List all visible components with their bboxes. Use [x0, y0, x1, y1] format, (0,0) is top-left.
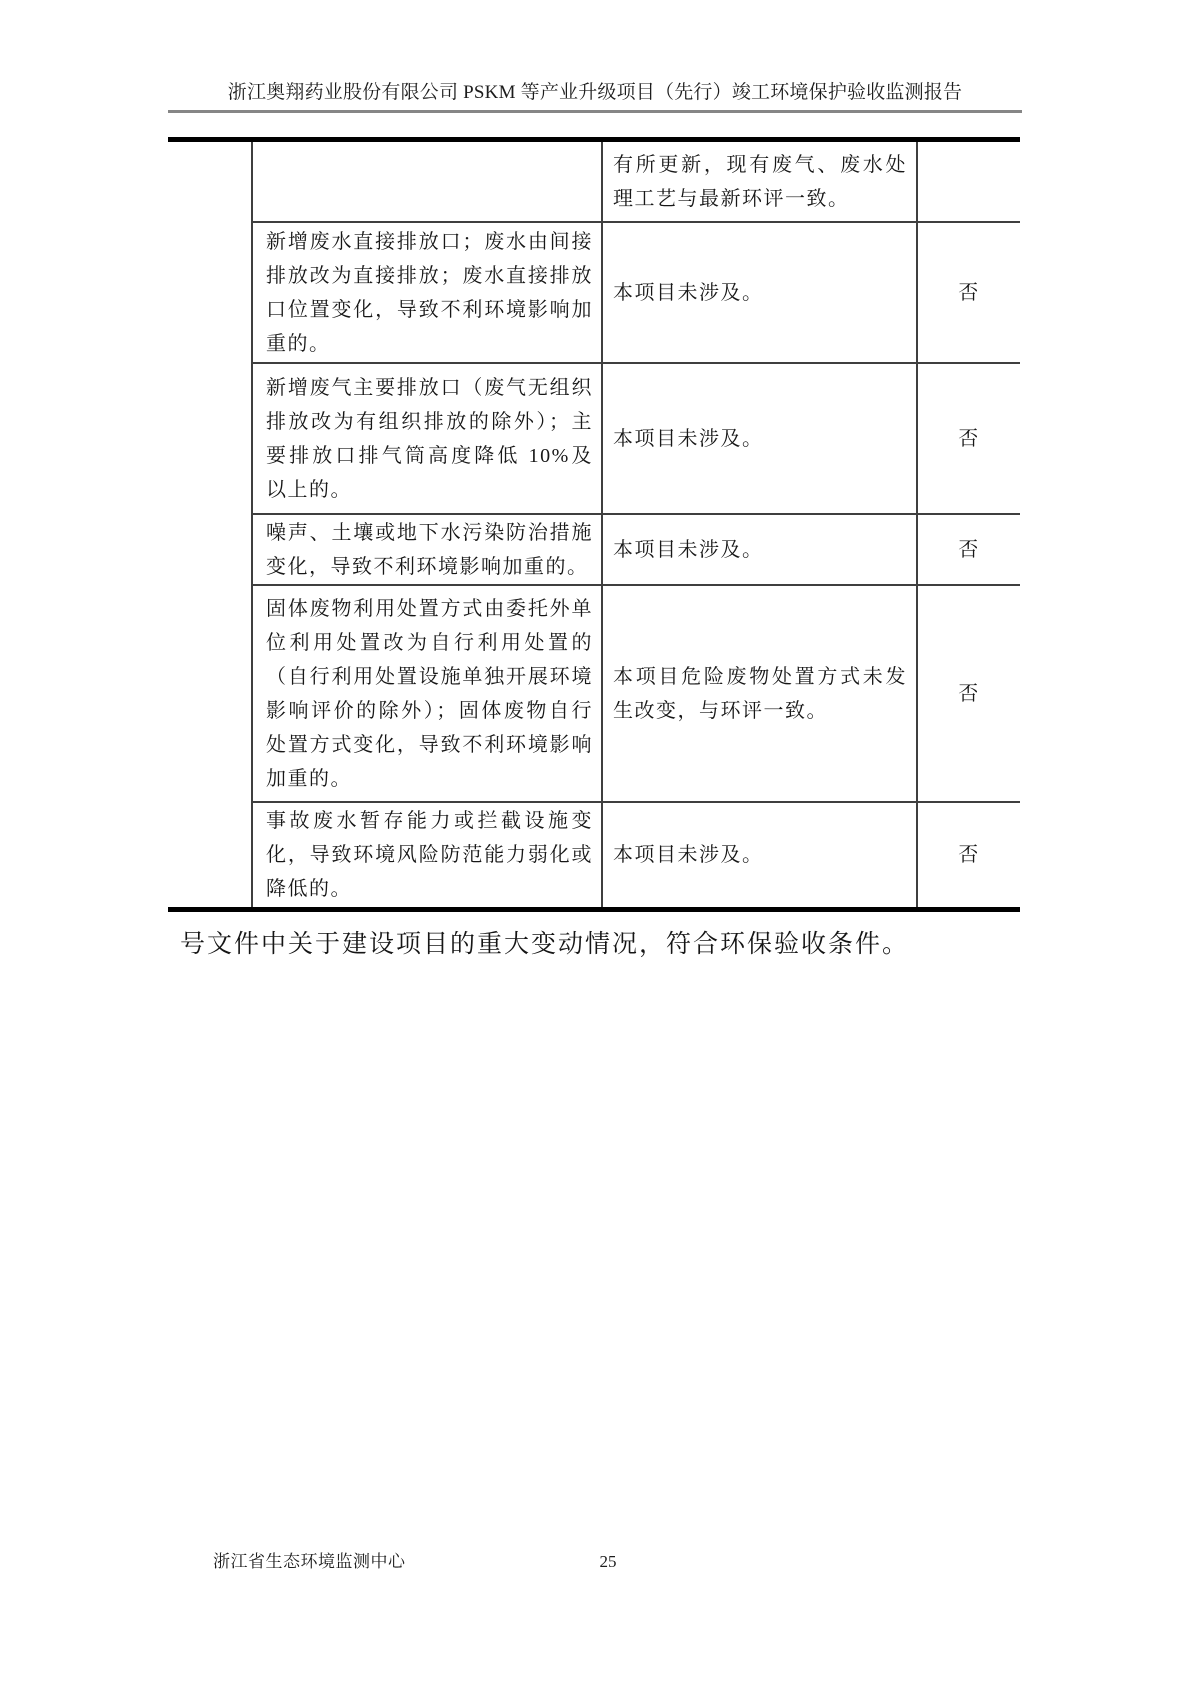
situation-text: 新增废气主要排放口（废气无组织排放改为有组织排放的除外）；主要排放口排气筒高度降低 10%及以上的。 — [266, 376, 593, 501]
table-row — [253, 513, 1020, 584]
actual-status-text: 本项目未涉及。 — [613, 538, 764, 561]
actual-status-text: 本项目未涉及。 — [613, 281, 764, 304]
table-rows — [253, 142, 1020, 907]
major-change-table — [168, 137, 1020, 912]
footer-organization: 浙江省生态环境监测中心 — [213, 1552, 406, 1571]
actual-status-cell — [603, 586, 918, 801]
major-change-flag-cell — [918, 142, 1020, 221]
body-continuation-paragraph: 号文件中关于建设项目的重大变动情况，符合环保验收条件。 — [180, 931, 910, 958]
actual-status-cell — [603, 515, 918, 584]
situation-text: 事故废水暂存能力或拦截设施变化，导致环境风险防范能力弱化或降低的。 — [266, 810, 593, 900]
situation-cell — [253, 586, 603, 801]
actual-status-cell — [603, 803, 918, 907]
situation-cell — [253, 142, 603, 221]
situation-cell — [253, 223, 603, 362]
footer-page-number: 25 — [599, 1552, 617, 1571]
actual-status-text: 有所更新，现有废气、废水处理工艺与最新环评一致。 — [613, 153, 907, 210]
table-row — [253, 801, 1020, 907]
table-row — [253, 221, 1020, 362]
situation-cell — [253, 515, 603, 584]
header-divider-rule — [168, 110, 1022, 113]
table-row — [253, 362, 1020, 513]
actual-status-cell — [603, 364, 918, 513]
table-row — [253, 584, 1020, 801]
merged-empty-category-cell — [168, 142, 253, 907]
actual-status-cell — [603, 142, 918, 221]
actual-status-cell — [603, 223, 918, 362]
major-change-flag-cell: 否 — [958, 682, 980, 705]
situation-text: 噪声、土壤或地下水污染防治措施变化，导致不利环境影响加重的。 — [266, 521, 593, 578]
situation-cell — [253, 364, 603, 513]
situation-text: 新增废水直接排放口；废水由间接排放改为直接排放；废水直接排放口位置变化，导致不利环境影响加重的。 — [266, 230, 593, 355]
major-change-flag-cell: 否 — [958, 281, 980, 304]
situation-cell — [253, 803, 603, 907]
actual-status-text: 本项目未涉及。 — [613, 844, 764, 866]
situation-text: 固体废物利用处置方式由委托外单位利用处置改为自行利用处置的（自行利用处置设施单独开展环境影响评价的除外）；固体废物自行处置方式变化，导致不利环境影响加重的。 — [266, 597, 593, 790]
major-change-flag-cell: 否 — [958, 538, 980, 561]
major-change-flag-cell: 否 — [958, 427, 980, 450]
actual-status-text: 本项目危险废物处置方式未发生改变，与环评一致。 — [613, 665, 907, 722]
actual-status-text: 本项目未涉及。 — [613, 427, 764, 450]
table-row — [253, 142, 1020, 221]
major-change-flag-cell: 否 — [958, 844, 980, 866]
page-header-title: 浙江奥翔药业股份有限公司 PSKM 等产业升级项目（先行）竣工环境保护验收监测报告 — [227, 82, 963, 103]
